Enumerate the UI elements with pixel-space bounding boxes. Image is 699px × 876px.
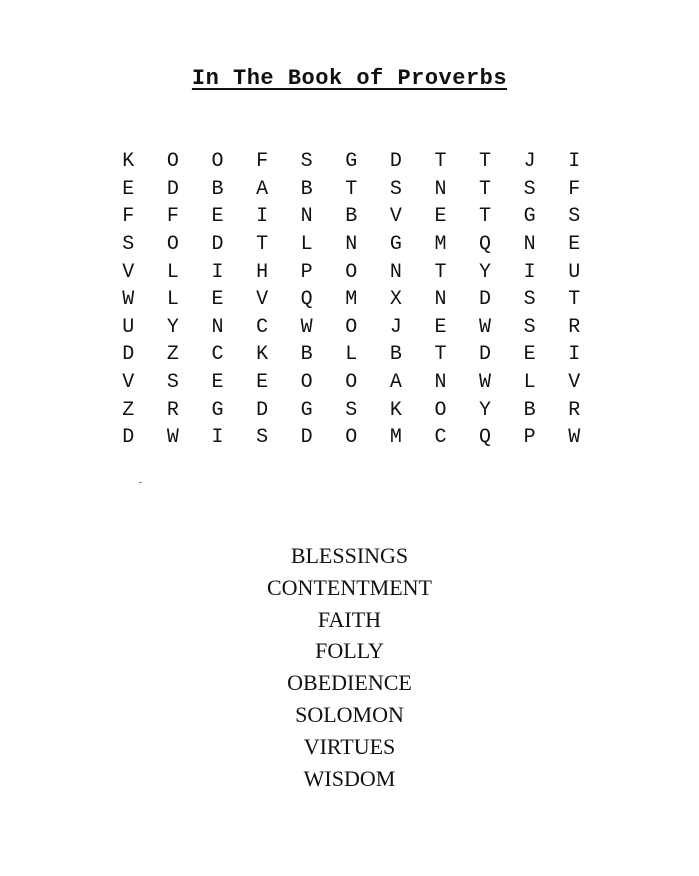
grid-letter: I bbox=[568, 150, 581, 174]
grid-letter: F bbox=[568, 177, 581, 201]
grid-letter: T bbox=[434, 343, 447, 367]
word-list-item: FOLLY bbox=[315, 638, 384, 664]
grid-letter: T bbox=[434, 260, 447, 284]
grid-letter: I bbox=[568, 343, 581, 367]
grid-letter: V bbox=[389, 205, 402, 229]
scan-speck bbox=[139, 482, 142, 483]
grid-letter: F bbox=[166, 205, 179, 229]
grid-letter: T bbox=[345, 177, 358, 201]
grid-letter: A bbox=[256, 177, 269, 201]
grid-letter: R bbox=[166, 398, 179, 422]
grid-letter: V bbox=[568, 371, 581, 395]
grid-letter: A bbox=[389, 371, 402, 395]
grid-letter: N bbox=[434, 371, 447, 395]
grid-letter: N bbox=[211, 315, 224, 339]
grid-letter: D bbox=[166, 177, 179, 201]
grid-letter: O bbox=[166, 150, 179, 174]
grid-letter: B bbox=[345, 205, 358, 229]
word-list-item: WISDOM bbox=[303, 765, 396, 791]
grid-letter: Q bbox=[479, 426, 492, 450]
grid-letter: Y bbox=[479, 398, 492, 422]
word-list-item: SOLOMON bbox=[295, 701, 404, 727]
grid-letter: Z bbox=[122, 398, 135, 422]
grid-letter: E bbox=[211, 205, 224, 229]
grid-letter: E bbox=[256, 371, 269, 395]
grid-letter: E bbox=[211, 288, 224, 312]
grid-letter: S bbox=[122, 233, 135, 257]
grid-letter: D bbox=[479, 343, 492, 367]
grid-letter: B bbox=[300, 177, 313, 201]
grid-letter: F bbox=[122, 205, 135, 229]
grid-letter: S bbox=[523, 288, 536, 312]
grid-letter: T bbox=[479, 177, 492, 201]
grid-letter: M bbox=[345, 288, 358, 312]
grid-letter: L bbox=[166, 260, 179, 284]
grid-letter: S bbox=[256, 426, 269, 450]
grid-letter: N bbox=[434, 177, 447, 201]
grid-letter: D bbox=[300, 426, 313, 450]
grid-letter: P bbox=[300, 260, 313, 284]
grid-letter: K bbox=[256, 343, 269, 367]
grid-letter: W bbox=[300, 315, 313, 339]
word-list bbox=[0, 540, 699, 794]
grid-letter: C bbox=[211, 343, 224, 367]
grid-letter: G bbox=[211, 398, 224, 422]
grid-letter: N bbox=[345, 233, 358, 257]
grid-letter: N bbox=[300, 205, 313, 229]
grid-letter: W bbox=[568, 426, 581, 450]
grid-letter: E bbox=[434, 315, 447, 339]
grid-letter: K bbox=[122, 150, 135, 174]
word-list-item: FAITH bbox=[317, 606, 382, 632]
grid-letter: F bbox=[256, 150, 269, 174]
grid-letter: Q bbox=[479, 233, 492, 257]
grid-letter: O bbox=[345, 315, 358, 339]
grid-letter: S bbox=[345, 398, 358, 422]
grid-letter: Z bbox=[166, 343, 179, 367]
grid-letter: J bbox=[389, 315, 402, 339]
page-title-text: In The Book of Proverbs bbox=[191, 66, 508, 91]
grid-letter: G bbox=[345, 150, 358, 174]
grid-letter: T bbox=[434, 150, 447, 174]
grid-letter: O bbox=[345, 260, 358, 284]
grid-letter: M bbox=[389, 426, 402, 450]
grid-letter: W bbox=[122, 288, 135, 312]
grid-letter: D bbox=[256, 398, 269, 422]
grid-letter: U bbox=[568, 260, 581, 284]
grid-letter: O bbox=[434, 398, 447, 422]
grid-letter: K bbox=[389, 398, 402, 422]
grid-letter: C bbox=[256, 315, 269, 339]
grid-letter: O bbox=[166, 233, 179, 257]
grid-letter: G bbox=[523, 205, 536, 229]
grid-letter: S bbox=[523, 315, 536, 339]
grid-letter: T bbox=[479, 150, 492, 174]
page-title bbox=[0, 66, 699, 91]
grid-letter: O bbox=[345, 426, 358, 450]
grid-letter: T bbox=[256, 233, 269, 257]
grid-letter: G bbox=[389, 233, 402, 257]
word-list-item: CONTENTMENT bbox=[267, 574, 432, 600]
word-list-item: VIRTUES bbox=[303, 733, 396, 759]
grid-letter: S bbox=[300, 150, 313, 174]
grid-letter: B bbox=[300, 343, 313, 367]
grid-letter: X bbox=[389, 288, 402, 312]
grid-letter: C bbox=[434, 426, 447, 450]
grid-letter: W bbox=[479, 371, 492, 395]
grid-letter: Y bbox=[479, 260, 492, 284]
grid-letter: I bbox=[211, 260, 224, 284]
grid-letter: N bbox=[434, 288, 447, 312]
grid-letter: D bbox=[122, 426, 135, 450]
grid-letter: M bbox=[434, 233, 447, 257]
grid-letter: D bbox=[389, 150, 402, 174]
grid-letter: R bbox=[568, 398, 581, 422]
grid-letter: D bbox=[479, 288, 492, 312]
grid-letter: V bbox=[256, 288, 269, 312]
word-list-item: BLESSINGS bbox=[290, 543, 409, 568]
grid-letter: D bbox=[211, 233, 224, 257]
grid-letter: V bbox=[122, 260, 135, 284]
grid-letter: I bbox=[256, 205, 269, 229]
grid-letter: B bbox=[523, 398, 536, 422]
grid-letter: S bbox=[166, 371, 179, 395]
grid-letter: J bbox=[523, 150, 536, 174]
grid-letter: E bbox=[568, 233, 581, 257]
grid-letter: O bbox=[345, 371, 358, 395]
grid-letter: V bbox=[122, 371, 135, 395]
grid-letter: T bbox=[479, 205, 492, 229]
grid-letter: W bbox=[479, 315, 492, 339]
grid-letter: N bbox=[389, 260, 402, 284]
grid-letter: L bbox=[345, 343, 358, 367]
grid-letter: T bbox=[568, 288, 581, 312]
grid-letter: Q bbox=[300, 288, 313, 312]
grid-letter: S bbox=[523, 177, 536, 201]
grid-letter: N bbox=[523, 233, 536, 257]
grid-letter: P bbox=[523, 426, 536, 450]
grid-letter: O bbox=[211, 150, 224, 174]
grid-letter: L bbox=[523, 371, 536, 395]
grid-letter: I bbox=[523, 260, 536, 284]
grid-letter: L bbox=[166, 288, 179, 312]
grid-letter: H bbox=[256, 260, 269, 284]
grid-letter: O bbox=[300, 371, 313, 395]
grid-letter: S bbox=[389, 177, 402, 201]
grid-letter: W bbox=[166, 426, 179, 450]
grid-letter: E bbox=[523, 343, 536, 367]
grid-letter: E bbox=[211, 371, 224, 395]
grid-letter: E bbox=[434, 205, 447, 229]
word-list-item: OBEDIENCE bbox=[287, 670, 412, 696]
grid-letter: D bbox=[122, 343, 135, 367]
grid-letter: L bbox=[300, 233, 313, 257]
grid-letter: Y bbox=[166, 315, 179, 339]
grid-letter: G bbox=[300, 398, 313, 422]
grid-letter: S bbox=[568, 205, 581, 229]
grid-letter: B bbox=[389, 343, 402, 367]
word-search-grid bbox=[106, 148, 597, 452]
grid-letter: I bbox=[211, 426, 224, 450]
grid-letter: U bbox=[122, 315, 135, 339]
grid-letter: E bbox=[122, 177, 135, 201]
grid-letter: R bbox=[568, 315, 581, 339]
grid-letter: B bbox=[211, 177, 224, 201]
